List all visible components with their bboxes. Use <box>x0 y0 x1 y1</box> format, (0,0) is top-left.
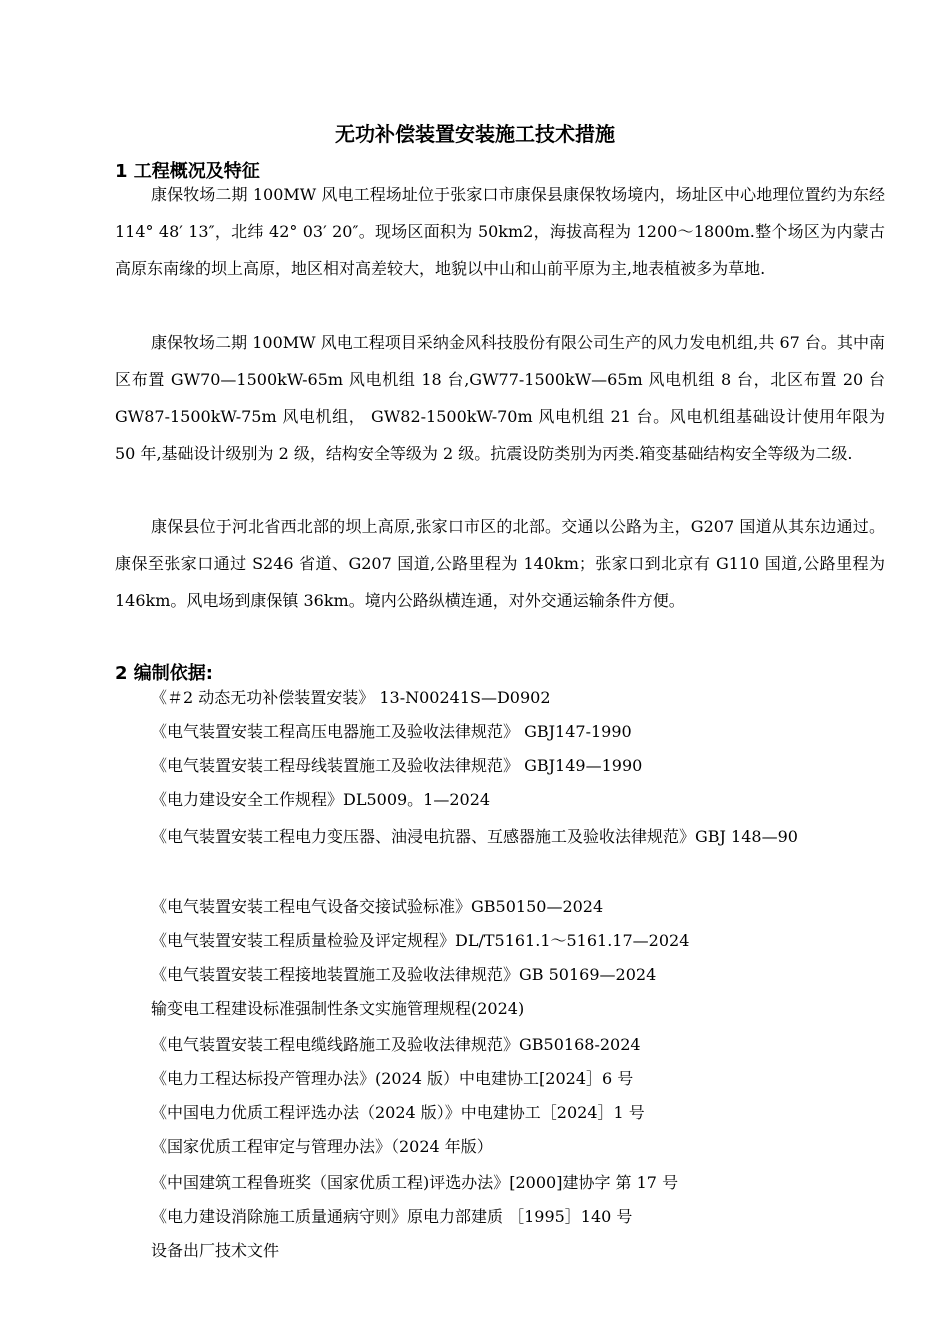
overview-paragraph-1: 康保牧场二期 100MW 风电工程场址位于张家口市康保县康保牧场境内，场址区中心地理位置约为东经 114° 48′ 13″，北纬 42° 03′ 20″。现场区面积为 50km2，海拔高程为 1200～1800m.整个场区为内蒙古高原东南缘的坝上高原，地区相对高差较大，地貌以中山和山前平原为主,地表植被多为草地. <box>115 185 885 278</box>
reference-item: 《国家优质工程审定与管理办法》（2024 年版） <box>151 1137 493 1156</box>
reference-item: 《电气装置安装工程高压电器施工及验收法律规范》 GBJ147-1990 <box>151 722 632 741</box>
reference-item: 《电气装置安装工程母线装置施工及验收法律规范》 GBJ149—1990 <box>151 756 643 775</box>
reference-item: 输变电工程建设标准强制性条文实施管理规程(2024) <box>151 999 525 1018</box>
reference-item: 《中国电力优质工程评选办法（2024 版）》中电建协工［2024］1 号 <box>151 1103 645 1122</box>
overview-paragraph-3: 康保县位于河北省西北部的坝上高原,张家口市区的北部。交通以公路为主，G207 国道从其东边通过。康保至张家口通过 S246 省道、G207 国道,公路里程为 140km；张家口到北京有 G110 国道,公路里程为 146km。风电场到康保镇 36km。境内公路纵横连通，对外交通运输条件方便。 <box>115 517 885 610</box>
reference-item: 《中国建筑工程鲁班奖（国家优质工程)评选办法》[2000]建协字 第 17 号 <box>151 1173 679 1192</box>
reference-item: 《电气装置安装工程质量检验及评定规程》DL/T5161.1～5161.17—2024 <box>151 931 690 950</box>
reference-item: 《电力工程达标投产管理办法》(2024 版）中电建协工[2024］6 号 <box>151 1069 634 1088</box>
reference-item: 《电气装置安装工程电缆线路施工及验收法律规范》GB50168-2024 <box>151 1035 641 1054</box>
reference-item: 《电气装置安装工程接地装置施工及验收法律规范》GB 50169—2024 <box>151 965 657 984</box>
reference-item: 《电气装置安装工程电气设备交接试验标准》GB50150—2024 <box>151 897 604 916</box>
section-heading-basis: 2 编制依据: <box>115 663 213 684</box>
document-title: 无功补偿装置安装施工技术措施 <box>335 122 615 146</box>
overview-paragraph-2: 康保牧场二期 100MW 风电工程项目采纳金风科技股份有限公司生产的风力发电机组,共 67 台。其中南区布置 GW70—1500kW-65m 风电机组 18 台,GW77-1500kW—65m 风电机组 8 台，北区布置 20 台 GW87-1500kW-75m 风电机组， GW82-1500kW-70m 风电机组 21 台。风电机组基础设计使用年限为 50 年,基础设计级别为 2 级，结构安全等级为 2 级。抗震设防类别为丙类.箱变基础结构安全等级为二级. <box>115 333 885 463</box>
reference-item: 《＃2 动态无功补偿装置安装》 13-N00241S—D0902 <box>151 688 551 707</box>
reference-item: 《电力建设消除施工质量通病守则》原电力部建质 ［1995］140 号 <box>151 1207 633 1226</box>
reference-item: 《电气装置安装工程电力变压器、油浸电抗器、互感器施工及验收法律规范》GBJ 148—90 <box>151 827 798 846</box>
reference-item: 设备出厂技术文件 <box>151 1241 280 1260</box>
section-heading-overview: 1 工程概况及特征 <box>115 161 260 182</box>
reference-item: 《电力建设安全工作规程》DL5009。1—2024 <box>151 790 491 809</box>
